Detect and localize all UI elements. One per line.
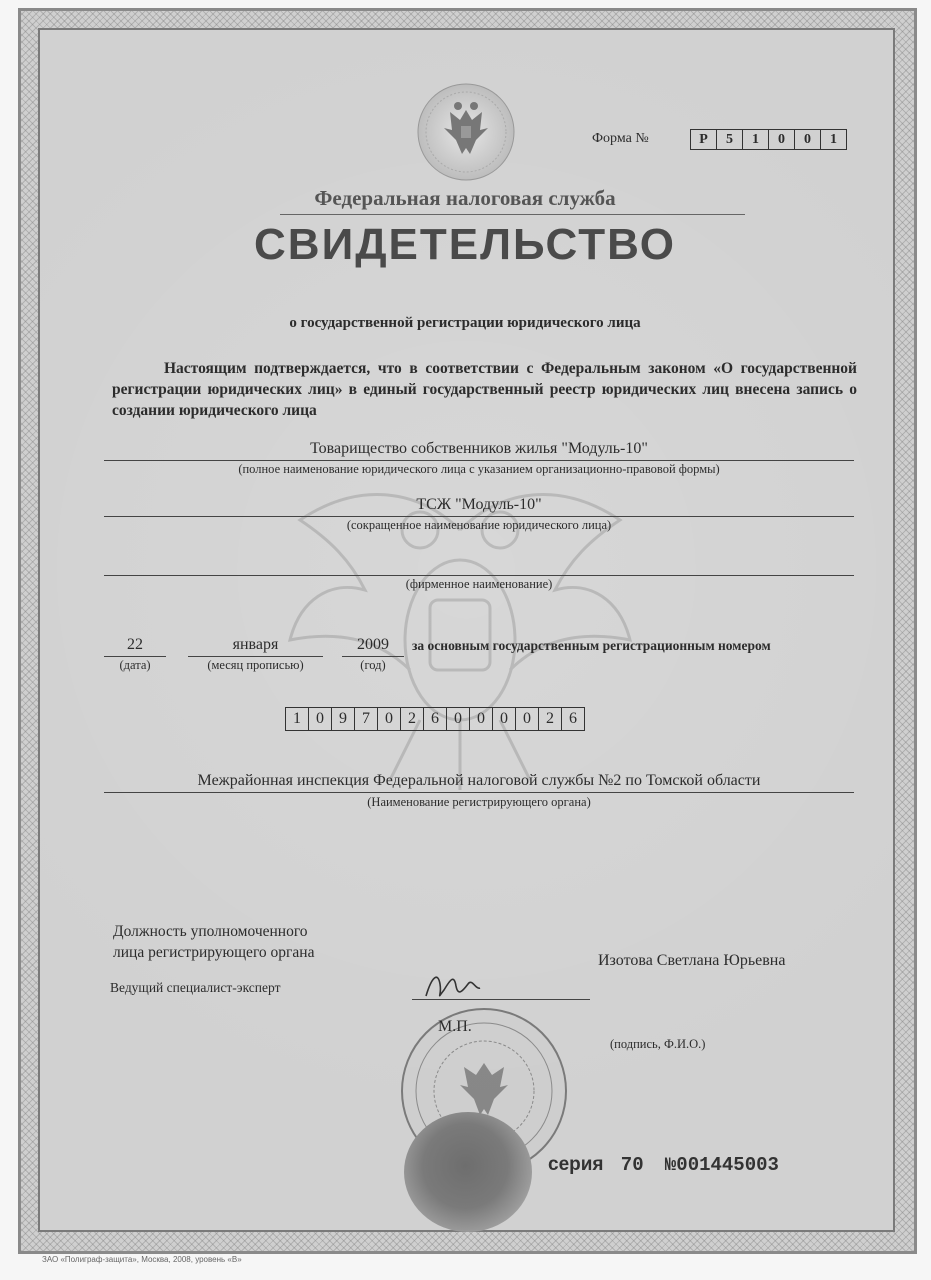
seal-ink-blot (404, 1112, 532, 1232)
ogrn-digit: 0 (309, 708, 332, 730)
year-caption: (год) (360, 658, 386, 672)
registration-month: января (232, 636, 279, 653)
form-number-digit: 1 (743, 130, 769, 149)
day-caption: (дата) (119, 658, 151, 672)
entity-full-name: Товарищество собственников жилья "Модуль-10" (310, 440, 648, 457)
stamp-place-label: М.П. (438, 1018, 472, 1035)
signature-scribble-icon (418, 966, 498, 1006)
printer-footer: ЗАО «Полиграф-защита», Москва, 2008, уровень «В» (42, 1255, 242, 1264)
signature-caption: (подпись, Ф.И.О.) (610, 1037, 706, 1051)
brand-name-line (104, 575, 854, 576)
ogrn-digit: 6 (424, 708, 447, 730)
entity-short-name: ТСЖ "Модуль-10" (416, 496, 542, 513)
form-number-digit: 0 (795, 130, 821, 149)
full-name-line (104, 460, 854, 461)
state-emblem-icon (416, 82, 516, 182)
registration-year: 2009 (357, 636, 389, 653)
ogrn-digit: 2 (539, 708, 562, 730)
series-label: серия (548, 1154, 604, 1175)
intro-paragraph: Настоящим подтверждается, что в соответствии с Федеральным законом «О государственной регистрации юридических лиц» в единый государственный реестр юридических лиц внесена запись о создании юридического лица (112, 360, 857, 419)
document-subtitle: о государственной регистрации юридического лица (289, 315, 641, 331)
form-number-digit: 1 (830, 132, 837, 147)
ogrn-digit: 7 (355, 708, 378, 730)
form-number-digit: 0 (769, 130, 795, 149)
agency-name: Федеральная налоговая служба (314, 186, 616, 210)
ogrn-digit: 0 (470, 708, 493, 730)
year-line (342, 656, 404, 657)
form-number-cells (690, 129, 847, 150)
form-number-digit: Р (691, 130, 717, 149)
document-title: СВИДЕТЕЛЬСТВО (254, 220, 676, 269)
form-number-digit: 5 (717, 130, 743, 149)
certificate-series (548, 1154, 779, 1176)
signatory-position: Ведущий специалист-эксперт (110, 980, 281, 995)
ogrn-digit: 6 (569, 710, 577, 727)
form-number-label: Форма № (592, 131, 649, 146)
agency-underline (280, 214, 745, 215)
series-value: 70 (620, 1154, 644, 1176)
position-label-line1: Должность уполномоченного (113, 923, 308, 940)
position-label-line2: лица регистрирующего органа (113, 944, 315, 961)
ogrn-digit: 0 (378, 708, 401, 730)
ogrn-digit: 9 (332, 708, 355, 730)
short-name-caption: (сокращенное наименование юридического лица) (346, 518, 612, 532)
signatory-name: Изотова Светлана Юрьевна (598, 952, 786, 969)
short-name-line (104, 516, 854, 517)
day-line (104, 656, 166, 657)
authority-line (104, 792, 854, 793)
full-name-caption: (полное наименование юридического лица с указанием организационно-правовой формы) (238, 462, 720, 476)
ogrn-digit: 0 (493, 708, 516, 730)
brand-name-caption: (фирменное наименование) (405, 577, 553, 591)
ogrn-digit: 0 (516, 708, 539, 730)
authority-caption: (Наименование регистрирующего органа) (367, 795, 591, 809)
certificate-number: №001445003 (664, 1154, 779, 1176)
month-caption: (месяц прописью) (207, 658, 304, 672)
ogrn-digit: 2 (401, 708, 424, 730)
registration-day: 22 (127, 636, 143, 653)
ogrn-digit: 0 (447, 708, 470, 730)
ogrn-cells (285, 707, 585, 731)
ogrn-digit: 1 (286, 708, 309, 730)
authority-name: Межрайонная инспекция Федеральной налоговой службы №2 по Томской области (197, 772, 761, 789)
ogrn-label: за основным государственным регистрационным номером (412, 638, 771, 653)
month-line (188, 656, 323, 657)
